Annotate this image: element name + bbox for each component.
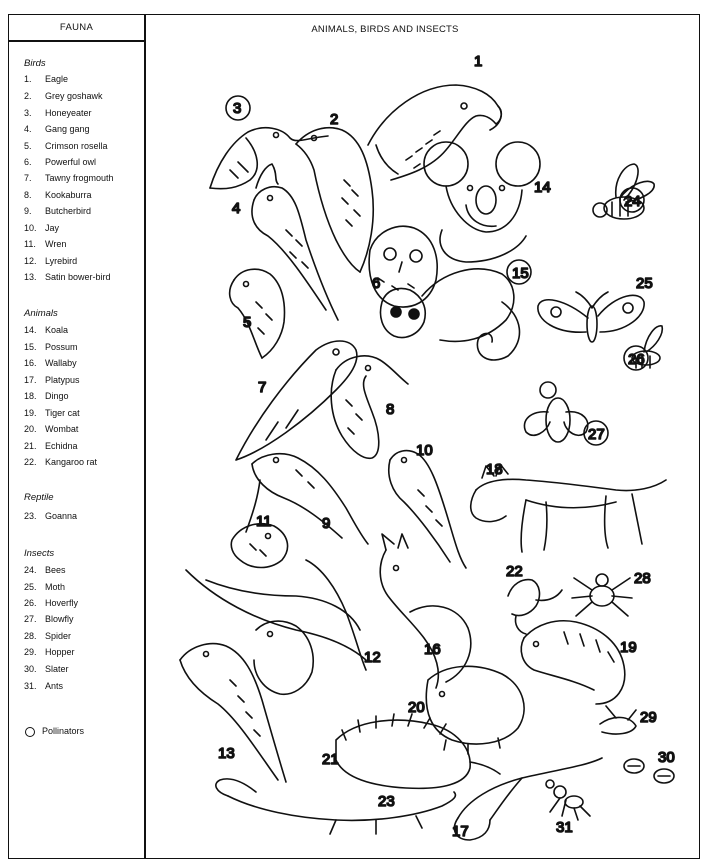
legend-label: Pollinators: [42, 726, 85, 736]
label-15: 15: [512, 265, 529, 282]
label-1: 1: [474, 53, 483, 70]
label-6: 6: [372, 275, 381, 292]
label-16: 16: [424, 641, 441, 658]
list-item: 23. Goanna: [24, 511, 78, 521]
ants-drawing: [546, 780, 590, 820]
list-item: 9. Butcherbird: [24, 206, 92, 216]
list-item: 27. Blowfly: [24, 614, 74, 624]
section-heading-birds: Birds: [24, 58, 46, 69]
list-item: 31. Ants: [24, 681, 64, 691]
section-heading-insects: Insects: [24, 548, 55, 559]
echidna-drawing: [336, 714, 500, 788]
kangaroo-rat-drawing: [508, 580, 562, 634]
gang-gang-drawing: [252, 164, 338, 320]
label-22: 22: [506, 563, 523, 580]
wombat-drawing: [426, 666, 524, 754]
label-13: 13: [218, 745, 235, 762]
main-heading: ANIMALS, BIRDS AND INSECTS: [311, 24, 459, 35]
list-item: 14. Koala: [24, 325, 69, 335]
list-item: 29. Hopper: [24, 647, 75, 657]
label-27: 27: [588, 426, 605, 443]
list-item: 21. Echidna: [24, 441, 78, 451]
wallaby-drawing: [380, 534, 471, 688]
fauna-illustration: [146, 40, 698, 856]
label-31: 31: [556, 819, 573, 836]
label-18: 18: [486, 461, 503, 478]
jay-drawing: [389, 451, 466, 568]
label-3: 3: [233, 100, 242, 117]
crimson-rosella-drawing: [230, 269, 285, 358]
platypus-drawing: [454, 758, 602, 840]
list-item: 30. Slater: [24, 664, 69, 674]
pollinator-circle-icon: [25, 727, 35, 737]
label-7: 7: [258, 379, 267, 396]
label-4: 4: [232, 200, 241, 217]
list-item: 15. Possum: [24, 342, 78, 352]
koala-drawing: [424, 142, 540, 262]
lyrebird-drawing: [186, 560, 366, 694]
label-28: 28: [634, 570, 651, 587]
label-29: 29: [640, 709, 657, 726]
list-item: 12. Lyrebird: [24, 256, 78, 266]
tawny-frogmouth-drawing: [236, 341, 357, 460]
label-2: 2: [330, 111, 339, 128]
label-14: 14: [534, 179, 551, 196]
butcherbird-drawing: [252, 454, 368, 544]
label-21: 21: [322, 751, 339, 768]
fauna-heading: FAUNA: [59, 22, 94, 33]
moth-drawing: [538, 292, 644, 342]
list-item: 24. Bees: [24, 565, 66, 575]
list-item: 4. Gang gang: [24, 124, 90, 134]
kookaburra-drawing: [331, 356, 408, 458]
eagle-drawing: [368, 85, 501, 180]
tiger-cat-drawing: [521, 621, 625, 704]
label-17: 17: [452, 823, 469, 840]
powerful-owl-drawing: [369, 226, 437, 307]
list-item: 10. Jay: [24, 223, 60, 233]
section-heading-reptile: Reptile: [24, 492, 54, 503]
possum-drawing: [381, 269, 520, 360]
list-item: 22. Kangaroo rat: [24, 457, 98, 467]
label-5: 5: [243, 314, 252, 331]
section-heading-animals: Animals: [24, 308, 58, 319]
spider-drawing: [572, 574, 632, 616]
label-8: 8: [386, 401, 395, 418]
list-item: 13. Satin bower-bird: [24, 272, 111, 282]
list-item: 3. Honeyeater: [24, 108, 92, 118]
list-item: 7. Tawny frogmouth: [24, 173, 114, 183]
list-item: 8. Kookaburra: [24, 190, 92, 200]
label-10: 10: [416, 442, 433, 459]
list-item: 1. Eagle: [24, 74, 69, 84]
list-item: 18. Dingo: [24, 391, 69, 401]
blowfly-drawing: [524, 382, 587, 442]
list-item: 19. Tiger cat: [24, 408, 80, 418]
label-11: 11: [256, 513, 272, 530]
list-item: 20. Wombat: [24, 424, 79, 434]
list-item: 26. Hoverfly: [24, 598, 79, 608]
hopper-drawing: [600, 706, 636, 734]
label-25: 25: [636, 275, 653, 292]
list-item: 6. Powerful owl: [24, 157, 97, 167]
list-item: 28. Spider: [24, 631, 72, 641]
honeyeater-drawing: [210, 128, 328, 189]
list-item: 17. Platypus: [24, 375, 80, 385]
fauna-header-rule: [8, 40, 145, 42]
label-30: 30: [658, 749, 675, 766]
list-item: 2. Grey goshawk: [24, 91, 103, 101]
list-item: 5. Crimson rosella: [24, 141, 108, 151]
label-23: 23: [378, 793, 395, 810]
goanna-drawing: [216, 779, 456, 834]
label-20: 20: [408, 699, 425, 716]
label-24: 24: [624, 193, 641, 210]
list-item: 25. Moth: [24, 582, 66, 592]
label-19: 19: [620, 639, 637, 656]
list-item: 16. Wallaby: [24, 358, 77, 368]
label-12: 12: [364, 649, 381, 666]
label-26: 26: [628, 351, 645, 368]
label-9: 9: [322, 515, 331, 532]
list-item: 11. Wren: [24, 239, 67, 249]
grey-goshawk-drawing: [296, 128, 373, 272]
